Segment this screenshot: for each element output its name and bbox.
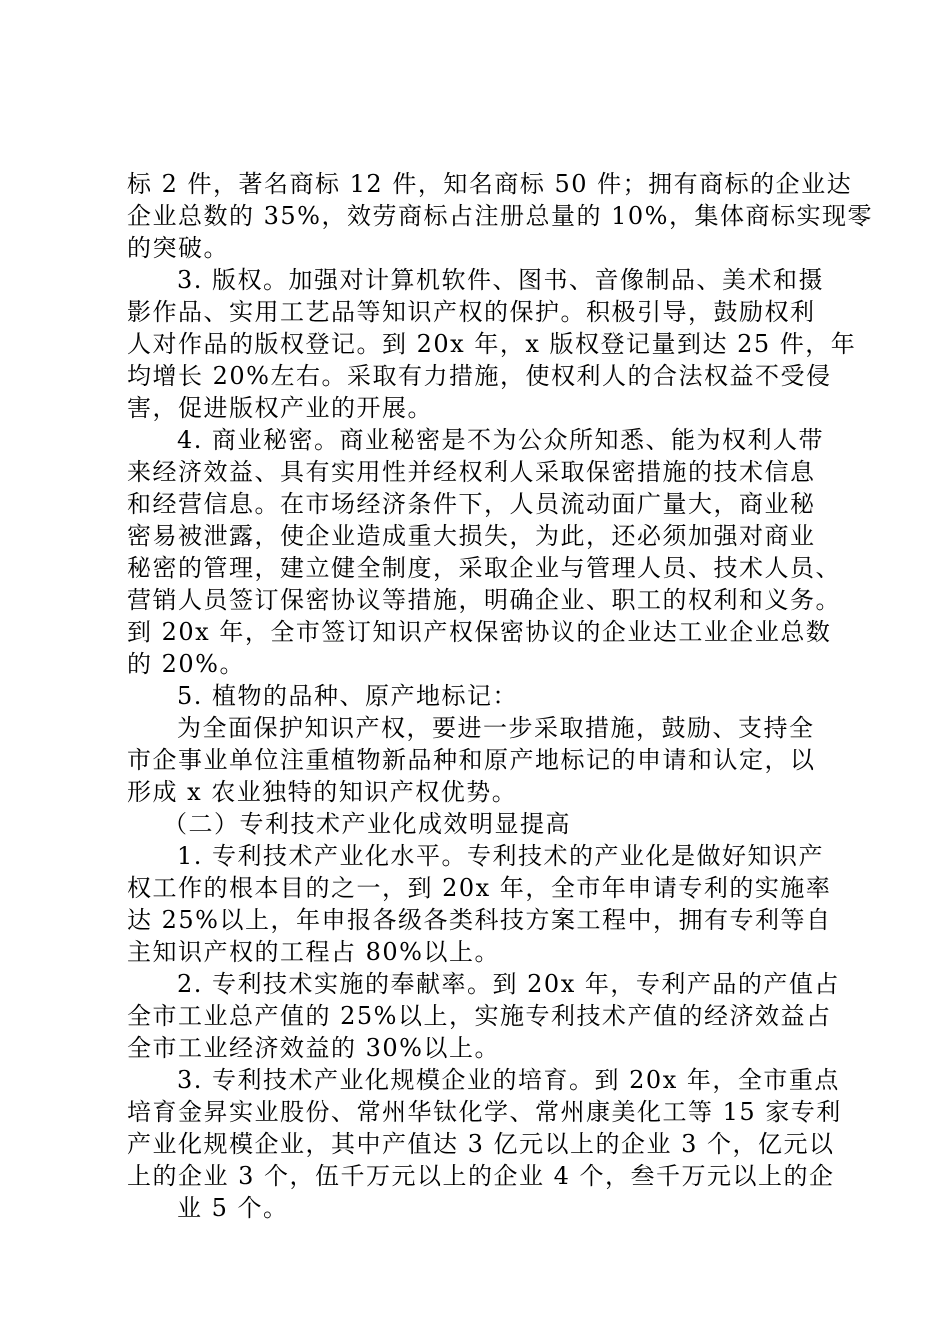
text-line: 培育金昇实业股份、常州华钛化学、常州康美化工等 15 家专利: [127, 1098, 842, 1126]
text-line: 5. 植物的品种、原产地标记：: [177, 682, 519, 710]
text-line: 均增长 20%左右。采取有力措施，使权利人的合法权益不受侵: [127, 362, 832, 390]
text-line: 企业总数的 35%，效劳商标占注册总量的 10%，集体商标实现零: [127, 202, 873, 230]
text-line: 影作品、实用工艺品等知识产权的保护。积极引导，鼓励权利: [127, 298, 816, 326]
text-line: 业 5 个。: [177, 1194, 289, 1222]
text-line: 秘密的管理，建立健全制度，采取企业与管理人员、技术人员、: [127, 554, 841, 582]
text-line: 和经营信息。在市场经济条件下，人员流动面广量大，商业秘: [127, 490, 816, 518]
section-heading: （二）专利技术产业化成效明显提高: [163, 810, 571, 838]
text-line: 密易被泄露，使企业造成重大损失，为此，还必须加强对商业: [127, 522, 816, 550]
text-line: 3. 版权。加强对计算机软件、图书、音像制品、美术和摄: [177, 266, 825, 294]
text-line: 全市工业经济效益的 30%以上。: [127, 1034, 500, 1062]
text-line: 3. 专利技术产业化规模企业的培育。到 20x 年，全市重点: [177, 1066, 840, 1094]
text-line: 形成 x 农业独特的知识产权优势。: [127, 778, 518, 806]
text-line: 上的企业 3 个，伍千万元以上的企业 4 个，叁千万元以上的企: [127, 1162, 835, 1190]
text-line: 产业化规模企业，其中产值达 3 亿元以上的企业 3 个，亿元以: [127, 1130, 835, 1158]
text-line: 人对作品的版权登记。到 20x 年，x 版权登记量到达 25 件，年: [127, 330, 857, 358]
text-line: 2. 专利技术实施的奉献率。到 20x 年，专利产品的产值占: [177, 970, 840, 998]
text-line: 为全面保护知识产权，要进一步采取措施，鼓励、支持全: [177, 714, 815, 742]
text-line: 市企事业单位注重植物新品种和原产地标记的申请和认定，以: [127, 746, 816, 774]
text-line: 的 20%。: [127, 650, 245, 678]
text-line: 主知识产权的工程占 80%以上。: [127, 938, 500, 966]
text-line: 达 25%以上，年申报各级各类科技方案工程中，拥有专利等自: [127, 906, 832, 934]
text-line: 害，促进版权产业的开展。: [127, 394, 433, 422]
text-line: 全市工业总产值的 25%以上，实施专利技术产值的经济效益占: [127, 1002, 832, 1030]
text-line: 到 20x 年，全市签订知识产权保密协议的企业达工业企业总数: [127, 618, 832, 646]
text-line: 4. 商业秘密。商业秘密是不为公众所知悉、能为权利人带: [177, 426, 825, 454]
text-line: 来经济效益、具有实用性并经权利人采取保密措施的技术信息: [127, 458, 816, 486]
text-line: 权工作的根本目的之一，到 20x 年，全市年申请专利的实施率: [127, 874, 832, 902]
text-line: 营销人员签订保密协议等措施，明确企业、职工的权利和义务。: [127, 586, 841, 614]
text-line: 1. 专利技术产业化水平。专利技术的产业化是做好知识产: [177, 842, 825, 870]
text-line: 标 2 件，著名商标 12 件，知名商标 50 件；拥有商标的企业达: [127, 170, 853, 198]
text-line: 的突破。: [127, 234, 229, 262]
